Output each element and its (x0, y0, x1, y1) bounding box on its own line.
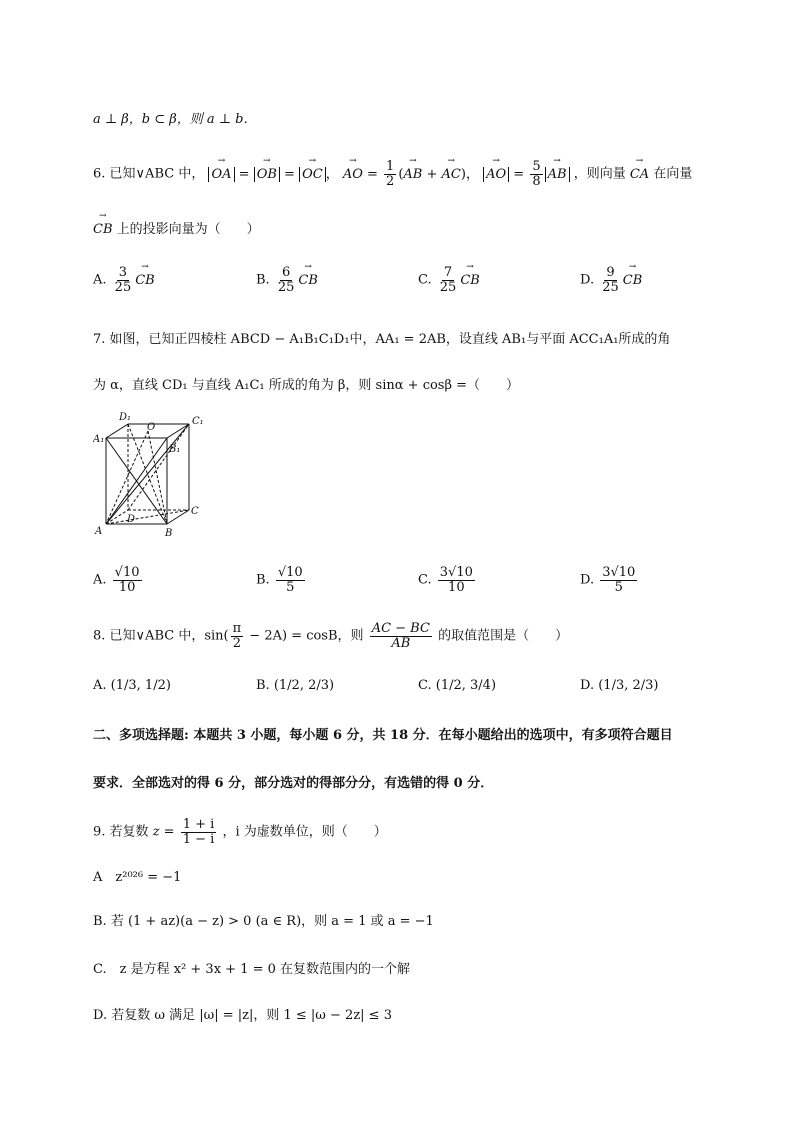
label-d: D (127, 514, 136, 525)
q9-option-c: C. z 是方程 x² + 3x + 1 = 0 在复数范围内的一个解 (93, 962, 411, 977)
q5-option-d-text: a ⊥ β，b ⊂ β，则 a ⊥ b． (93, 112, 257, 127)
q7-line1-text: 如图，已知正四棱柱 ABCD − A₁B₁C₁D₁中，AA₁ = 2AB，设直线 AB₁与平面 ACC₁A₁所成的角 (109, 332, 671, 347)
q7-option-c: C. $\frac{3√10}{10}$ (418, 565, 473, 595)
q6-option-d: D. $\frac{9}{25}$ → CB (580, 266, 642, 294)
q6-line2-text: 上的投影向量为（ ） (116, 222, 260, 237)
section2-line2: 要求．全部选对的得 6 分，部分选对的得部分分，有选错的得 0 分． (93, 776, 494, 791)
q8-ratio: $\frac{AC - BC}{AB}$ (371, 621, 430, 651)
q6-option-b: B. $\frac{6}{25}$ → CB (256, 266, 318, 294)
q8-option-c: C. (1/2, 3/4) (418, 678, 497, 693)
q9-number: 9. (93, 824, 106, 840)
q8-number: 8. (93, 628, 106, 644)
section2-line1: 二、多项选择题: 本题共 3 小题，每小题 6 分，共 18 分．在每小题给出的选项中，有多项符合题目 (93, 728, 673, 743)
q7-line2-text: 为 α，直线 CD₁ 与直线 A₁C₁ 所成的角为 β，则 sinα + cosβ =（ ） (93, 378, 520, 393)
prism-figure (93, 408, 213, 543)
q9-option-a: A z²⁰²⁶ = −1 (93, 870, 182, 885)
q7-line2 (93, 374, 519, 393)
q8-tail: 的取值范围是（ ） (438, 628, 569, 644)
q8-line1 (93, 622, 568, 650)
q6-vec-ca: → CA (630, 167, 649, 182)
q8-option-a: A. (1/3, 1/2) (93, 678, 171, 693)
q9-frac: $\frac{1 + i}{1 - i}$ (182, 817, 215, 847)
q9-option-d: D. 若复数 ω 满足 |ω| = |z|，则 1 ≤ |ω − 2z| ≤ 3 (93, 1008, 392, 1023)
q9-line1 (93, 818, 387, 846)
q7-option-b: B. $\frac{√10}{5}$ (256, 565, 303, 595)
q7-line1 (93, 328, 670, 347)
q6-vec-cb: → CB (93, 222, 113, 237)
q6-conditions: → OA = → OB = → OC ， → AO = $\frac{1}{2}$ (→ AB + → AC)， → AO = $\frac{5}{8}$ → AB (208, 167, 573, 182)
q9-tail: ，i 为虚数单位，则（ ） (222, 824, 387, 840)
q6-tail: 在向量 (653, 166, 693, 182)
label-c: C (191, 506, 199, 517)
q6-number: 6. (93, 166, 106, 182)
q6-option-c: C. $\frac{7}{25}$ → CB (418, 266, 480, 294)
q9-option-b: B. 若 (1 + az)(a − z) > 0 (a ∈ R)，则 a = 1 或 a = −1 (93, 914, 434, 929)
q6-line2 (93, 218, 260, 237)
q8-pre: 已知∨ABC 中，sin( (109, 628, 229, 644)
q9-pre: 若复数 (109, 824, 149, 840)
q6-mid: ，则向量 (573, 166, 626, 182)
q6-pre: 已知∨ABC 中， (109, 166, 205, 182)
label-c1: C₁ (192, 416, 204, 427)
q5-option-d (93, 108, 256, 127)
q7-number: 7. (93, 332, 106, 347)
q9-z: z = (152, 824, 175, 840)
q8-option-b: B. (1/2, 2/3) (256, 678, 335, 693)
label-b1: B₁ (169, 444, 181, 455)
q8-option-d: D. (1/3, 2/3) (580, 678, 659, 693)
label-o: O (147, 422, 156, 433)
q7-option-d: D. $\frac{3√10}{5}$ (580, 565, 636, 595)
label-a1: A₁ (93, 434, 105, 445)
label-b: B (165, 528, 173, 539)
label-d1: D₁ (119, 412, 132, 423)
q6-option-a: A. $\frac{3}{25}$ → CB (93, 266, 155, 294)
q8-pi-frac: $\frac{\pi}{2}$ (232, 621, 242, 651)
label-a: A (95, 526, 103, 537)
q7-option-a: A. $\frac{√10}{10}$ (93, 565, 140, 595)
q8-mid: − 2A) = cosB，则 (245, 628, 364, 644)
q6-line1 (93, 160, 692, 188)
